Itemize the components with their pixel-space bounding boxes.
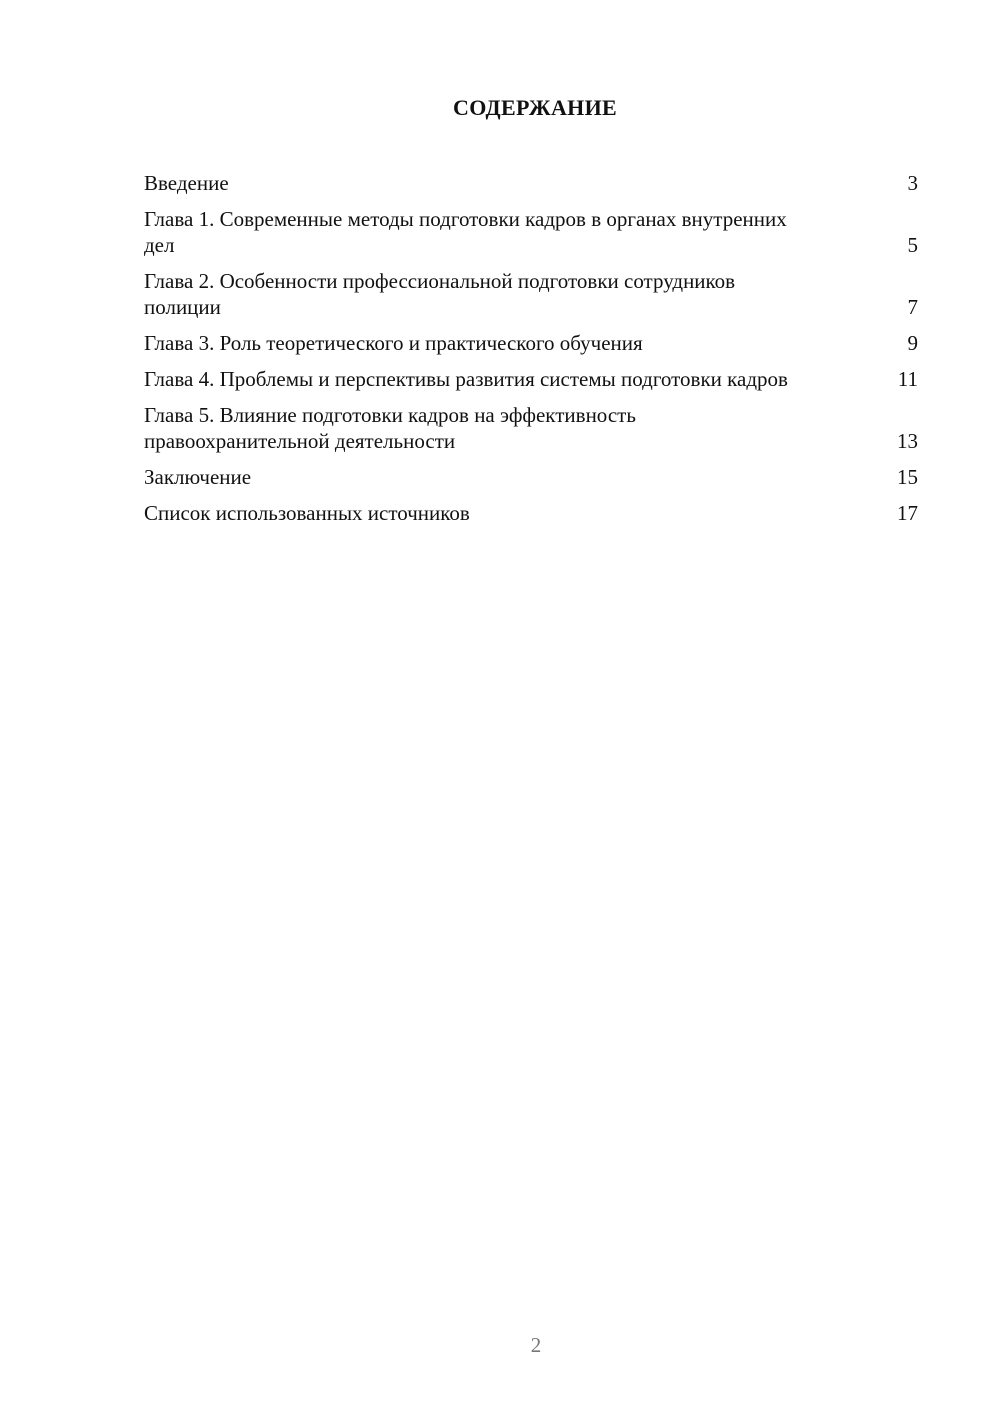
page-number: 2 [530,1333,542,1357]
toc-entry-text: Заключение [144,465,252,489]
toc-entry-text: Глава 3. Роль теоретического и практического обучения [144,331,643,355]
toc-entry-text: Глава 4. Проблемы и перспективы развития системы подготовки кадров [144,367,788,391]
toc-entry-text: Глава 5. Влияние подготовки кадров на эффективность правоохранительной деятельности [144,403,636,453]
toc-entry-page: 13 [897,429,918,453]
toc-entry-chapter-3 [144,330,918,356]
toc-entry-text: Введение [144,171,229,195]
table-of-contents [144,170,918,536]
toc-entry-page: 3 [907,171,918,195]
toc-entry-chapter-5 [144,402,918,454]
toc-entry-chapter-1 [144,206,918,258]
toc-entry-text: Глава 1. Современные методы подготовки кадров в органах внутренних дел [144,207,787,257]
toc-title: СОДЕРЖАНИЕ [453,95,617,120]
toc-entry-page: 11 [897,367,918,391]
toc-entry-page: 9 [907,331,918,355]
toc-entry-introduction [144,170,918,196]
toc-entry-page: 5 [907,233,918,257]
toc-entry-text: Список использованных источников [144,501,470,525]
toc-entry-references [144,500,918,526]
toc-entry-chapter-2 [144,268,918,320]
toc-entry-page: 17 [897,501,918,525]
toc-entry-chapter-4 [144,366,918,392]
toc-entry-page: 7 [907,295,918,319]
toc-entry-conclusion [144,464,918,490]
toc-entry-text: Глава 2. Особенности профессиональной подготовки сотрудников полиции [144,269,736,319]
toc-entry-page: 15 [897,465,918,489]
